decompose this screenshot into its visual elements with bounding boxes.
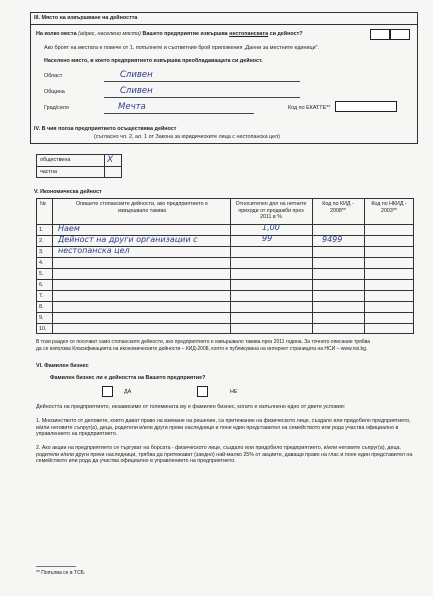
ekatte-box[interactable] [335,101,397,112]
condition-1: 1. Мнозинството от деловете, които дават право на вземане на решение, са притежание на физическото лице, създало или придобило предприятието, и/или неговите съпруг(а), деца, родители и/или други преки наследници и поне един представител на семейството или рода участва официално в управлението на предприятието. [36,418,411,438]
footnote-rule [36,566,76,567]
no-label: НЕ [230,389,238,395]
row-number: 2. [39,238,44,244]
row-description[interactable]: Дейност на други организации с [58,235,198,244]
section-6-title: VI. Фамилен бизнес [36,363,89,369]
col-div-2 [230,198,231,334]
row-divider [36,268,414,269]
places-count-box-2[interactable] [390,29,410,40]
col-header-desc: Опишете стопанските дейности, ако предприятието е извършвало такива [75,201,208,214]
col-header-nkid: Код по НКИД - 2003** [371,201,407,214]
s5-note-line-1: В този раздел се посочват само стопанските дейности, ако предприятието е извършвало такива през 2011 година. За точното описание трябва [36,339,371,345]
row-number: 3. [39,249,44,255]
header-divider [36,224,414,225]
note-local-units: Ако броят на местата е повече от 1, попълнете и съответния брой приложения „Данни за местните единици". [44,45,320,51]
economic-table [36,198,414,334]
row-description[interactable]: Наем [58,224,80,233]
col-header-kid: Код по КИД - 2008** [322,201,354,214]
grad-line [104,113,254,114]
q2-text: Населено място, в което предприятието извършва преобладаващата си дейност. [44,58,263,64]
beneficiary-divider [36,166,122,167]
row-divider [36,301,414,302]
row-kid-code[interactable]: 9499 [322,235,343,244]
col-div-3 [312,198,313,334]
row-number: 10. [39,326,47,332]
row-number: 5. [39,271,44,277]
obshtina-label: Община [44,89,65,95]
row-number: 1. [39,227,44,233]
section-4-title: IV. В чия полза предприятието осъществява дейност [34,126,177,132]
row-number: 6. [39,282,44,288]
row-divider [36,257,414,258]
row-number: 9. [39,315,44,321]
yes-label: ДА [124,389,132,395]
no-checkbox[interactable] [197,386,208,397]
family-question: Фамилен бизнес ли е дейността на Вашето предприятие? [50,375,206,381]
row-number: 7. [39,293,44,299]
condition-2: 2. Ако акции на предприятието се търгуват на борсата - физическото лице, създало или придобило предприятието, и/или неговите съпруг(а), деца, родители и/или други преки наследници, трябва да притежават (заедно) най-малко 25% от акциите, даващи право на глас и поне един представител на семейството или рода да участва официално в управлението на предприятието. [36,445,413,465]
beneficiary-public-label: обществена [40,157,71,163]
row-percent[interactable]: 1,00 [262,223,280,232]
ekatte-label: Код по ЕКАТТЕ** [288,105,331,111]
row-divider [36,290,414,291]
oblast-value[interactable]: Сливен [120,70,153,80]
col-div-4 [364,198,365,334]
oblast-label: Област [44,73,63,79]
row-number: 8. [39,304,44,310]
family-intro: Дейността на предприятието, независимо от големината му е фамилен бизнес, когато е изпълнено едно от двете условия: [36,404,346,410]
row-divider [36,279,414,280]
beneficiary-private-label: частна [40,169,57,175]
obshtina-value[interactable]: Сливен [120,86,153,96]
section-4-subtitle: (съгласно чл. 2, ал. 1 от Закона за юридическите лица с нестопанска цел) [94,134,280,140]
row-description[interactable]: нестопанска цел [58,246,130,255]
yes-checkbox[interactable] [102,386,113,397]
s5-note-line-2: да се използва Класификацията на икономическите дейности – КИД-2008, която е публикувана на интернет страницата на НСИ – www.nsi.bg. [36,346,368,352]
grad-value[interactable]: Мечта [118,102,146,112]
col-header-pct: Относителен дял на нетните приходи от продажби през 2011 в % [235,201,307,221]
section-3-divider [30,24,418,25]
row-percent[interactable]: 99 [262,234,273,243]
footnote: ** Попълва се в ТСБ. [36,570,86,576]
q1-text: На колко места (адрес, населено място) Вашето предприятие извършва нестопанската си дейност? [36,31,303,37]
grad-label: Град/село [44,105,69,111]
beneficiary-col-divider [104,154,105,178]
section-5-title: V. Икономическа дейност [34,189,102,195]
col-header-no: № [40,201,46,207]
places-count-box-1[interactable] [370,29,390,40]
row-divider [36,323,414,324]
row-divider [36,312,414,313]
col-div-1 [52,198,53,334]
oblast-line [104,81,300,82]
section-3-title: III. Място на извършване на дейността [34,15,138,21]
obshtina-line [104,97,300,98]
beneficiary-public-mark[interactable]: Х [107,155,114,165]
row-number: 4. [39,260,44,266]
